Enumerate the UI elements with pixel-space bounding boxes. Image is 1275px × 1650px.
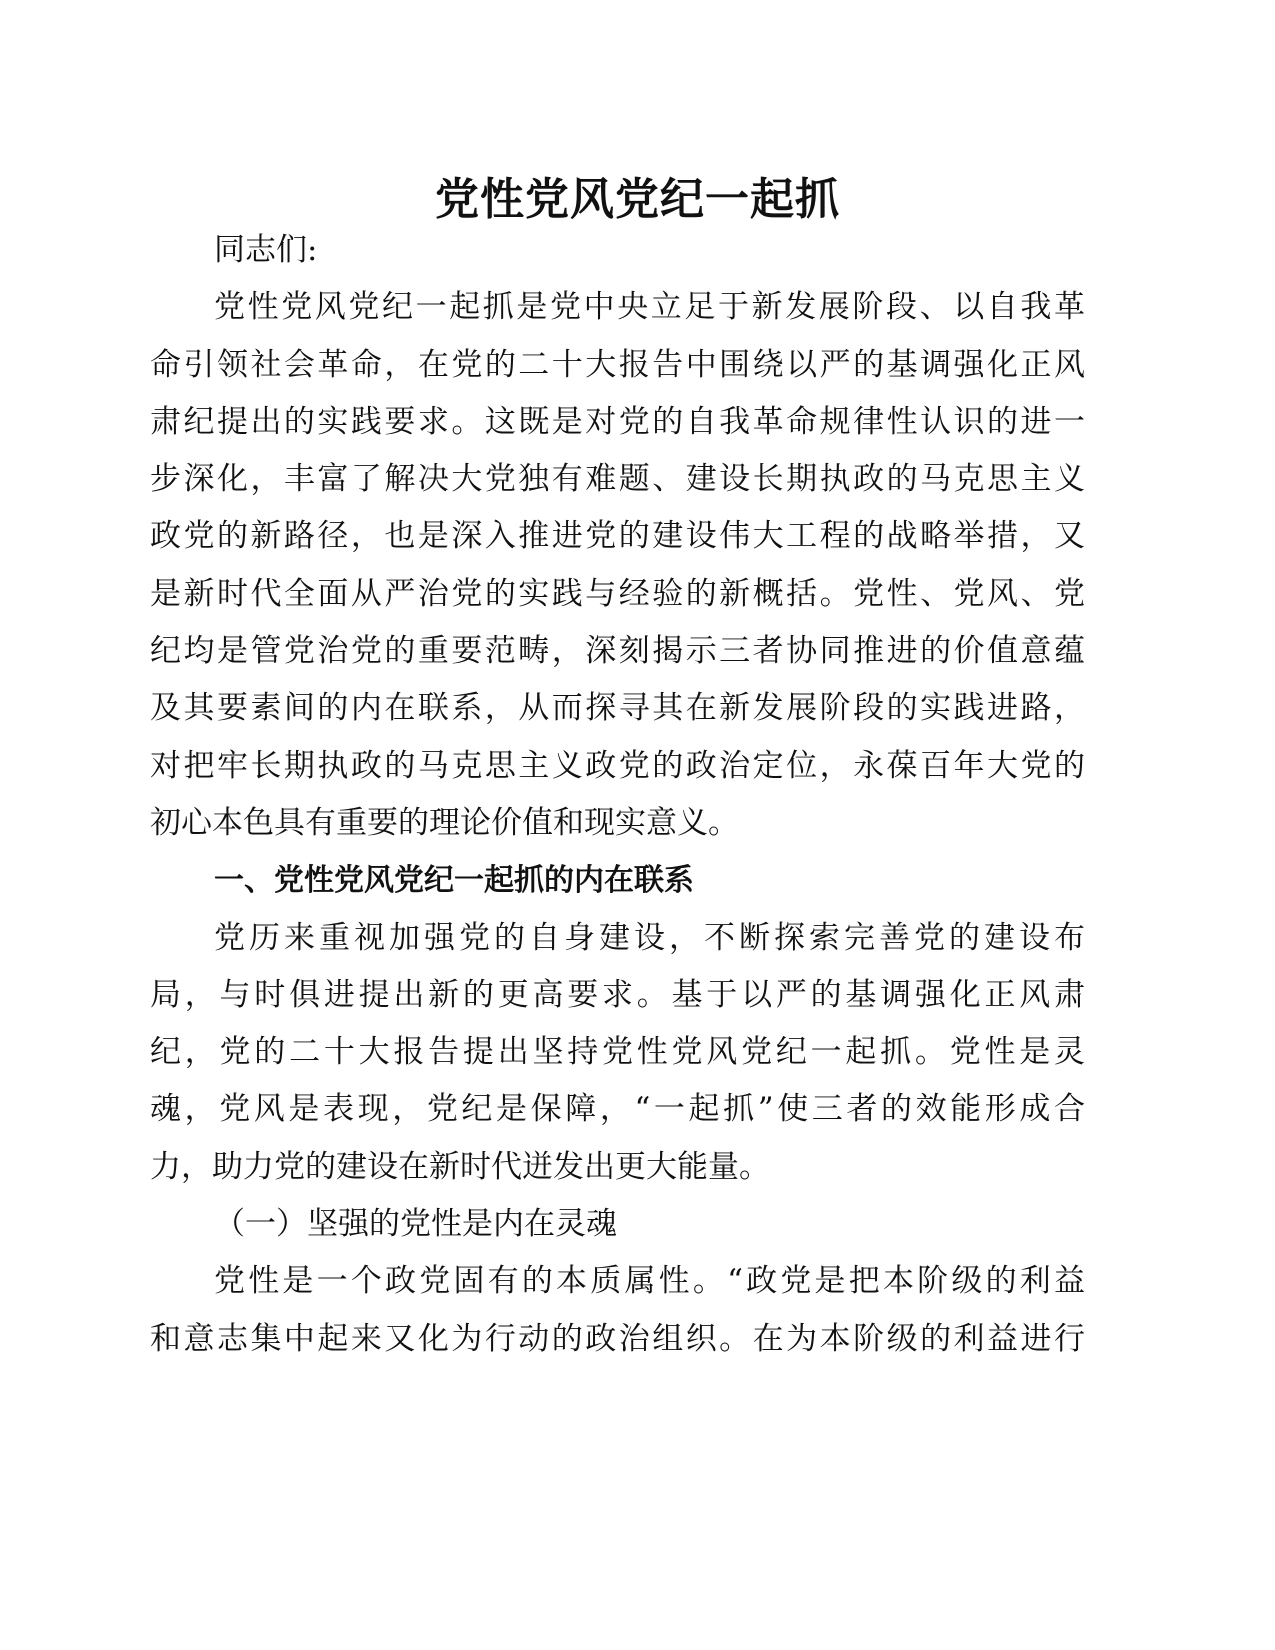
paragraph-line: 命引领社会革命，在党的二十大报告中围绕以严的基调强化正风 <box>150 346 1085 383</box>
subsection-heading: （一）坚强的党性是内在灵魂 <box>214 1206 617 1243</box>
paragraph-line: 魂，党风是表现，党纪是保障，“一起抓”使三者的效能形成合 <box>150 1091 1085 1128</box>
document-title: 党性党风党纪一起抓 <box>435 174 840 225</box>
paragraph-3 <box>150 1253 1085 1368</box>
paragraph-line: 对把牢长期执政的马克思主义政党的政治定位，永葆百年大党的 <box>150 747 1085 784</box>
paragraph-1 <box>150 279 1085 852</box>
paragraph-line: 党性党风党纪一起抓是党中央立足于新发展阶段、以自我革 <box>214 289 1085 326</box>
salutation: 同志们: <box>214 232 318 268</box>
paragraph-line: 纪均是管党治党的重要范畴，深刻揭示三者协同推进的价值意蕴 <box>150 633 1085 670</box>
paragraph-line: 局，与时俱进提出新的更高要求。基于以严的基调强化正风肃 <box>150 976 1085 1013</box>
paragraph-line: 及其要素间的内在联系，从而探寻其在新发展阶段的实践进路， <box>150 690 1085 727</box>
paragraph-line: 是新时代全面从严治党的实践与经验的新概括。党性、党风、党 <box>150 575 1085 612</box>
document-body <box>150 222 1085 1368</box>
paragraph-line: 纪，党的二十大报告提出坚持党性党风党纪一起抓。党性是灵 <box>150 1034 1085 1071</box>
paragraph-line: 初心本色具有重要的理论价值和现实意义。 <box>150 804 739 841</box>
paragraph-line: 党性是一个政党固有的本质属性。“政党是把本阶级的利益 <box>214 1263 1085 1300</box>
section-heading: 一、党性党风党纪一起抓的内在联系 <box>214 863 694 899</box>
paragraph-line: 肃纪提出的实践要求。这既是对党的自我革命规律性认识的进一 <box>150 403 1085 440</box>
paragraph-line: 力，助力党的建设在新时代迸发出更大能量。 <box>150 1148 770 1185</box>
paragraph-line: 步深化，丰富了解决大党独有难题、建设长期执政的马克思主义 <box>150 461 1085 498</box>
paragraph-line: 政党的新路径，也是深入推进党的建设伟大工程的战略举措，又 <box>150 518 1085 555</box>
paragraph-line: 和意志集中起来又化为行动的政治组织。在为本阶级的利益进行 <box>150 1320 1085 1357</box>
paragraph-line: 党历来重视加强党的自身建设，不断探索完善党的建设布 <box>214 919 1085 956</box>
paragraph-2 <box>150 910 1085 1196</box>
